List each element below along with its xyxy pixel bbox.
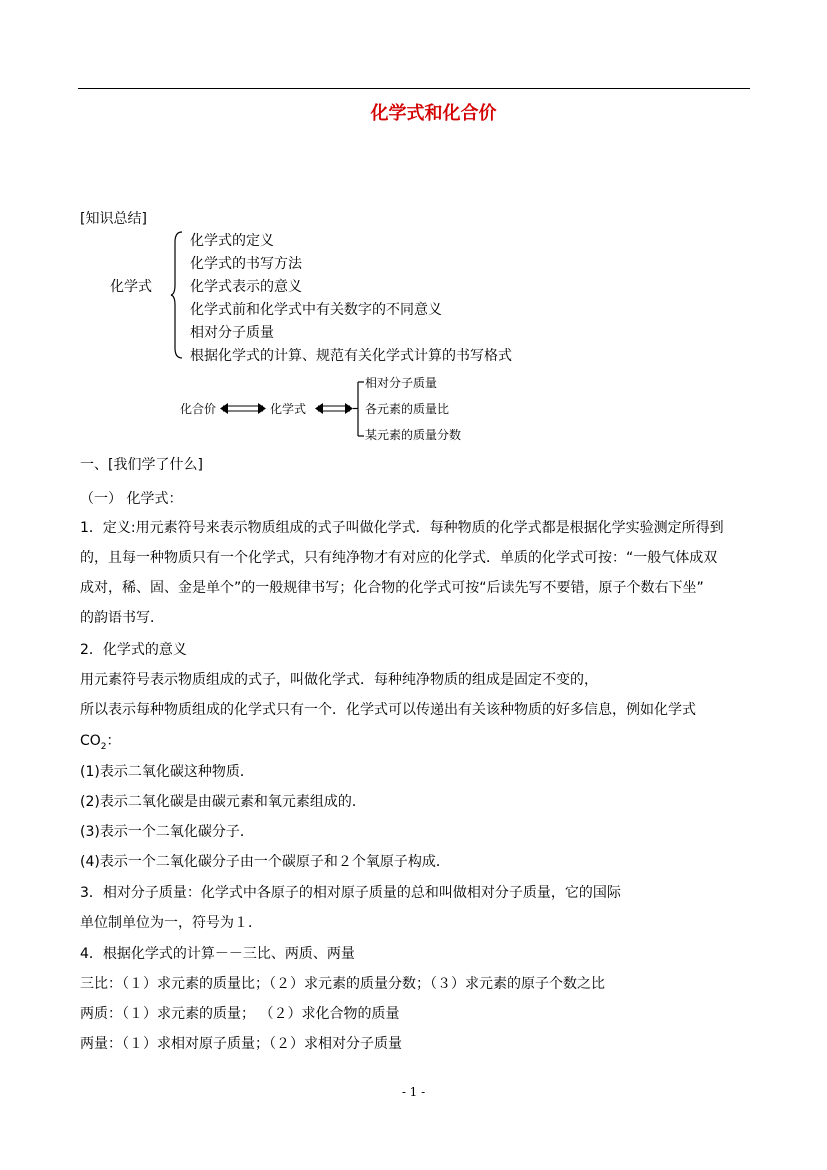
- tree-brace: [170, 230, 184, 360]
- valence-formula-diagram: [178, 373, 478, 443]
- paragraph-line: 的，且每一种物质只有一个化学式，只有纯净物才有对应的化学式．单质的化学式可按：“一般气体成双: [80, 550, 718, 566]
- tree-item: 化学式前和化学式中有关数字的不同意义: [190, 302, 442, 318]
- co2-base: CO: [80, 733, 101, 749]
- tree-item: 相对分子质量: [190, 325, 274, 341]
- co2-tail: ：: [106, 733, 121, 749]
- paragraph-line: 两质：（１）求元素的质量； （２）求化合物的质量: [80, 1006, 400, 1022]
- co2-formula: [80, 731, 121, 757]
- diagram-branch: 相对分子质量: [365, 376, 438, 390]
- co2-subscript: 2: [100, 741, 107, 752]
- paragraph-heading: 4．根据化学式的计算－－三比、两质、两量: [80, 946, 355, 962]
- tree-item: 根据化学式的计算、规范有关化学式计算的书写格式: [190, 348, 512, 364]
- paragraph-line: 用元素符号表示物质组成的式子，叫做化学式．每种纯净物质的组成是固定不变的，: [80, 672, 598, 688]
- paragraph-line: 两量：（１）求相对原子质量；（２）求相对分子质量: [80, 1036, 402, 1052]
- tree-item: 化学式表示的意义: [190, 279, 302, 295]
- double-arrow-icon: [315, 403, 353, 414]
- paragraph-line: 单位制单位为一，符号为１．: [80, 915, 262, 931]
- paragraph-line: 1．定义:用元素符号来表示物质组成的式子叫做化学式．每种物质的化学式都是根据化学实验测定所得到: [80, 520, 724, 536]
- paragraph-line: 的韵语书写．: [80, 610, 164, 626]
- subsection-heading: （一） 化学式：: [80, 491, 183, 507]
- tree-item: 化学式的书写方法: [190, 256, 302, 272]
- page-title: 化学式和化合价: [370, 103, 497, 124]
- diagram-branch: 各元素的质量比: [365, 402, 450, 416]
- section-heading: 一、[我们学了什么]: [80, 457, 203, 473]
- diagram-middle: 化学式: [270, 402, 307, 416]
- paragraph-line: 成对，稀、固、金是单个”的一般规律书写；化合物的化学式可按“后读先写不要错，原子个数右下坐”: [80, 580, 704, 596]
- paragraph-line: 所以表示每种物质组成的化学式只有一个．化学式可以传递出有关该种物质的好多信息，例如化学式: [80, 702, 696, 718]
- double-arrow-icon: [220, 403, 266, 414]
- diagram-left: 化合价: [180, 402, 217, 416]
- tree-root: 化学式: [110, 279, 152, 295]
- paragraph-line: 3．相对分子质量：化学式中各原子的相对原子质量的总和叫做相对分子质量，它的国际: [80, 885, 621, 901]
- meaning-item: (4)表示一个二氧化碳分子由一个碳原子和２个氧原子构成．: [80, 854, 450, 870]
- diagram-branch: 某元素的质量分数: [365, 428, 462, 442]
- summary-label: [知识总结]: [80, 211, 147, 227]
- page-number: - 1 -: [401, 1085, 426, 1099]
- branch-bracket: [353, 382, 364, 436]
- meaning-item: (2)表示二氧化碳是由碳元素和氧元素组成的．: [80, 794, 366, 810]
- header-rule: [78, 88, 750, 89]
- paragraph-line: 三比：（１）求元素的质量比；（２）求元素的质量分数；（３）求元素的原子个数之比: [80, 976, 605, 992]
- paragraph-heading: 2．化学式的意义: [80, 642, 187, 658]
- tree-item: 化学式的定义: [190, 233, 274, 249]
- meaning-item: (3)表示一个二氧化碳分子．: [80, 824, 254, 840]
- meaning-item: (1)表示二氧化碳这种物质．: [80, 764, 254, 780]
